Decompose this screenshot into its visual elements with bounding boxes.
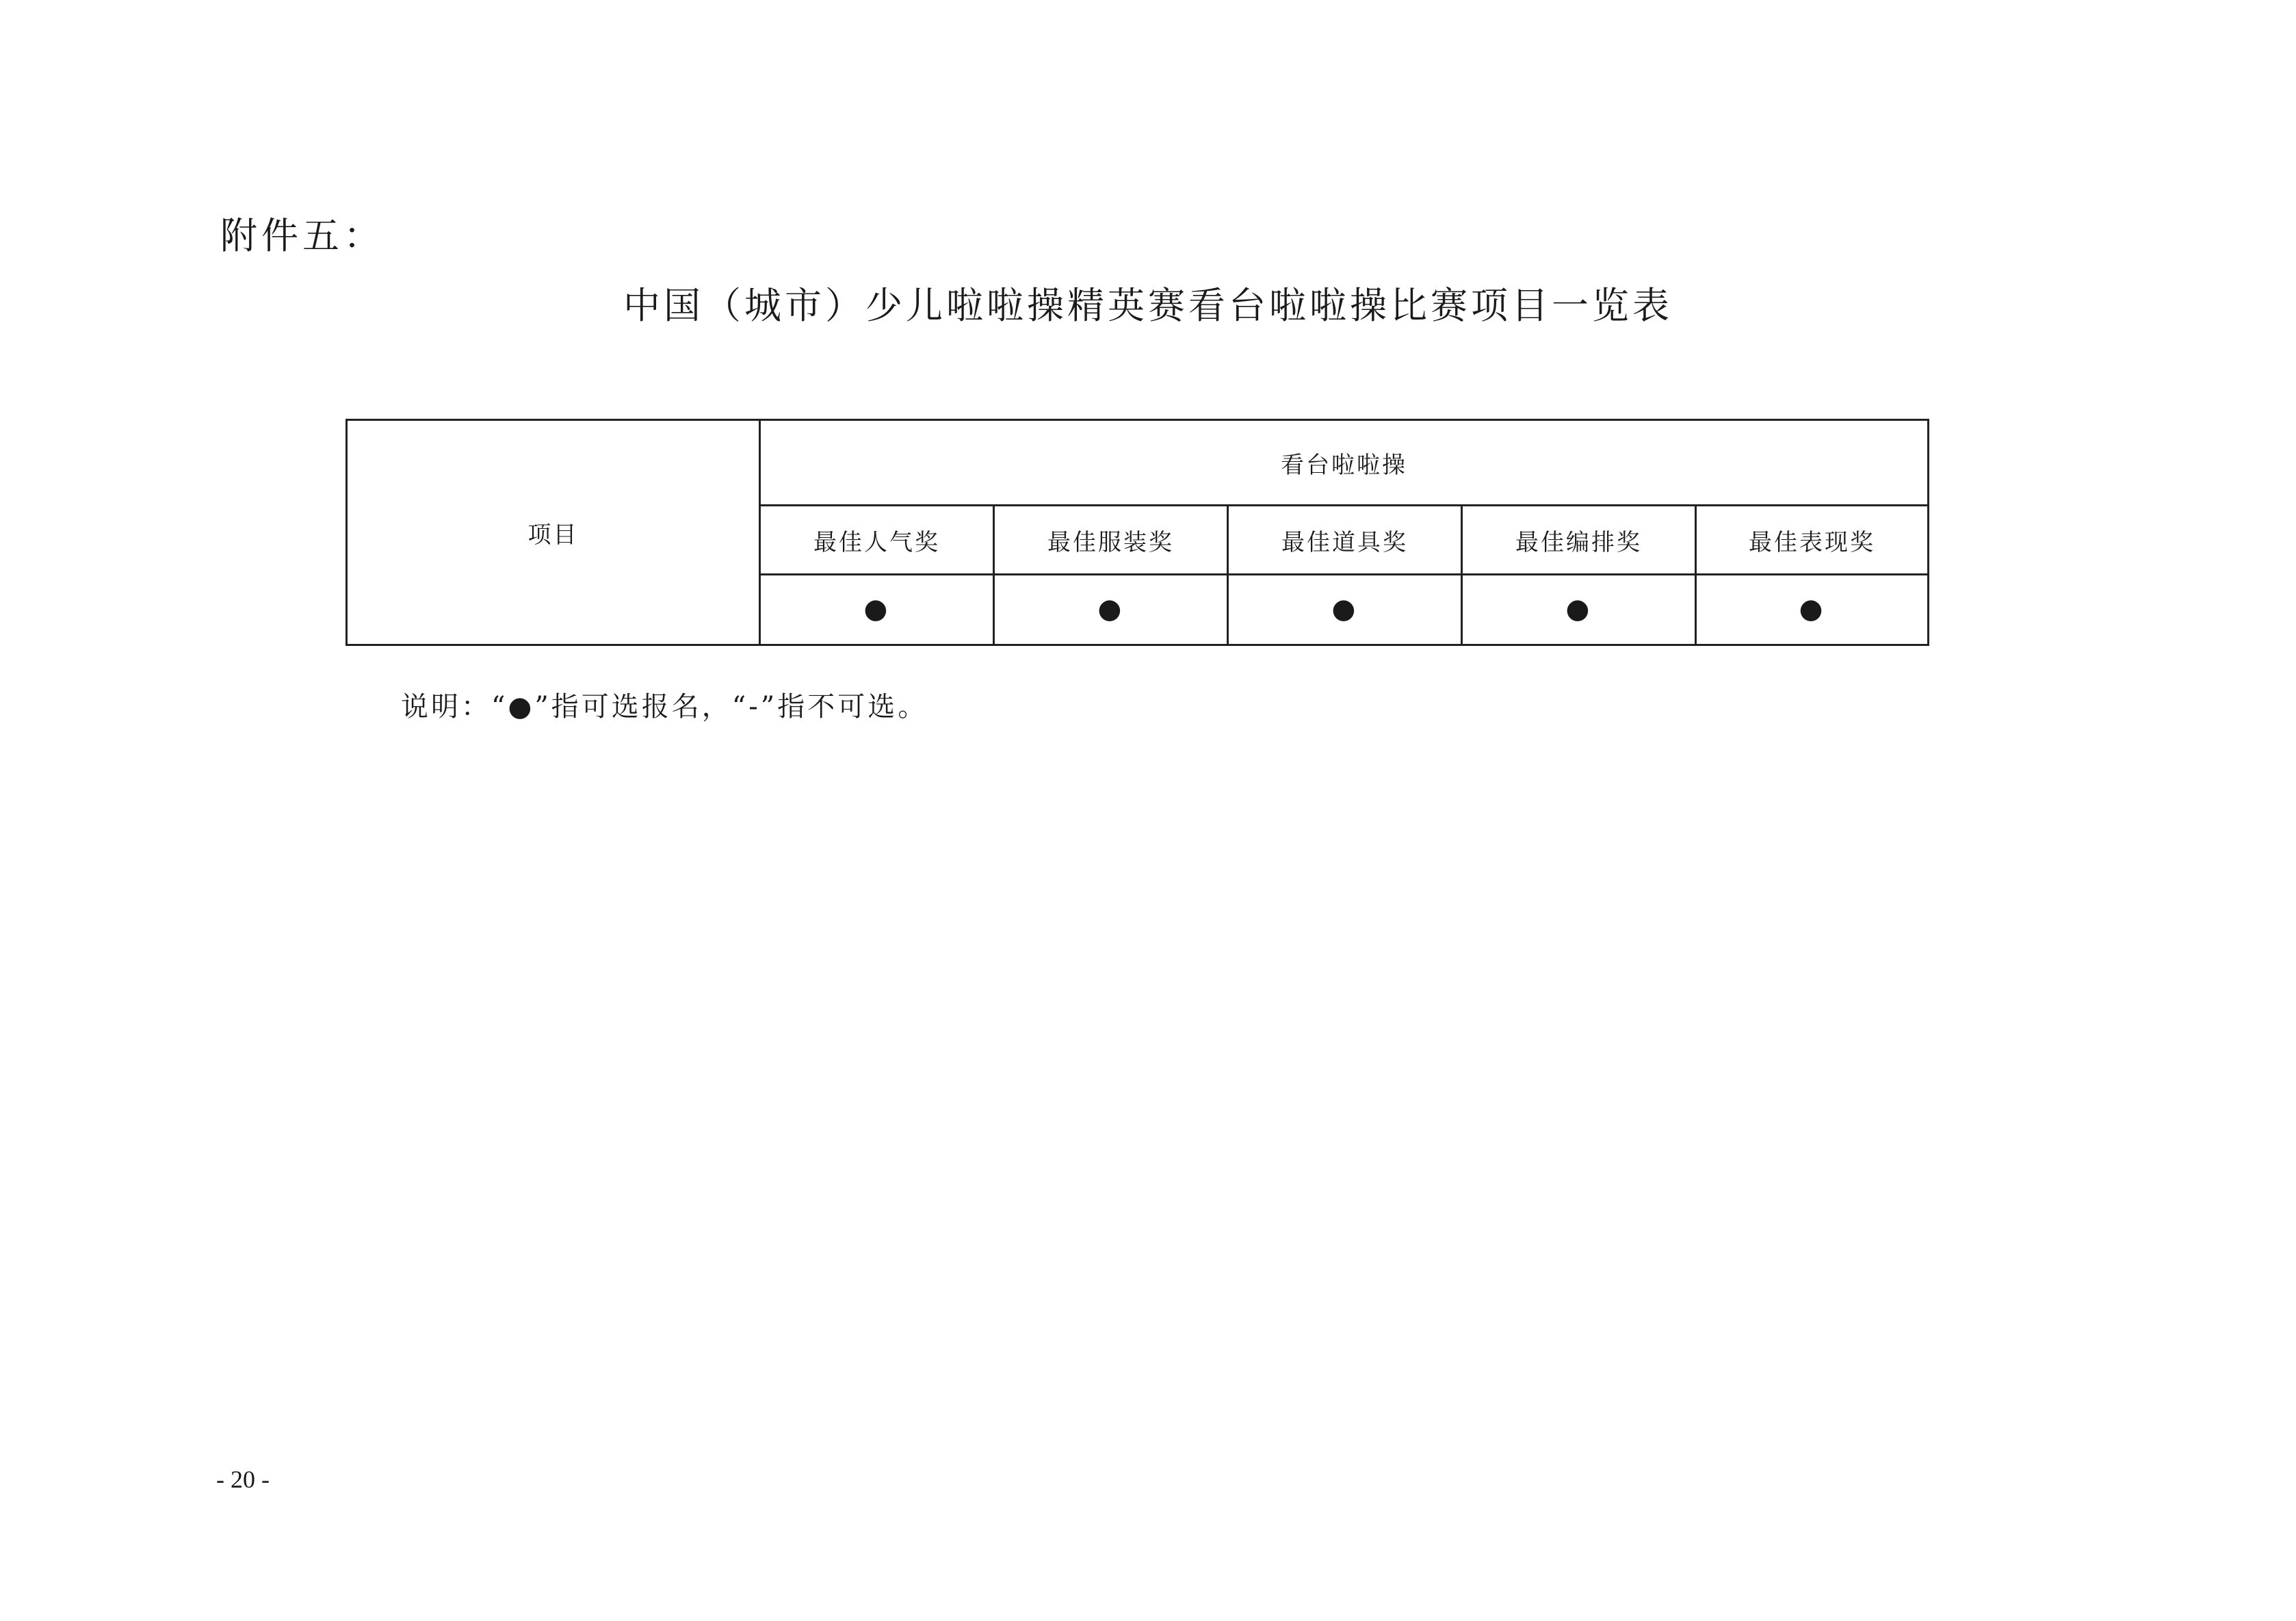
- document-title: 中国（城市）少儿啦啦操精英赛看台啦啦操比赛项目一览表: [623, 284, 1673, 327]
- selectable-dot-icon: ●: [1799, 593, 1825, 625]
- mark-cell: [1462, 575, 1696, 645]
- mark-cell: [760, 575, 994, 645]
- award-cell: 最佳服装奖: [994, 506, 1228, 575]
- selectable-dot-icon: ●: [1331, 593, 1358, 625]
- selectable-dot-icon: ●: [863, 593, 890, 625]
- mark-cell: [994, 575, 1228, 645]
- page-number: - 20 -: [216, 1466, 270, 1493]
- row-header-cell: 项目: [347, 420, 760, 645]
- selectable-dot-icon: ●: [1097, 593, 1124, 625]
- table-header-row: [347, 420, 1929, 506]
- group-header-cell: 看台啦啦操: [760, 420, 1929, 506]
- attachment-label: 附件五：: [220, 214, 384, 257]
- award-cell: 最佳人气奖: [760, 506, 994, 575]
- mark-cell: [1696, 575, 1929, 645]
- mark-cell: [1228, 575, 1462, 645]
- event-table: [345, 419, 1929, 646]
- award-cell: 最佳道具奖: [1228, 506, 1462, 575]
- selectable-dot-icon: ●: [1565, 593, 1592, 625]
- explanation-note: 说明：“●”指可选报名，“-”指不可选。: [401, 691, 928, 723]
- award-cell: 最佳编排奖: [1462, 506, 1696, 575]
- award-cell: 最佳表现奖: [1696, 506, 1929, 575]
